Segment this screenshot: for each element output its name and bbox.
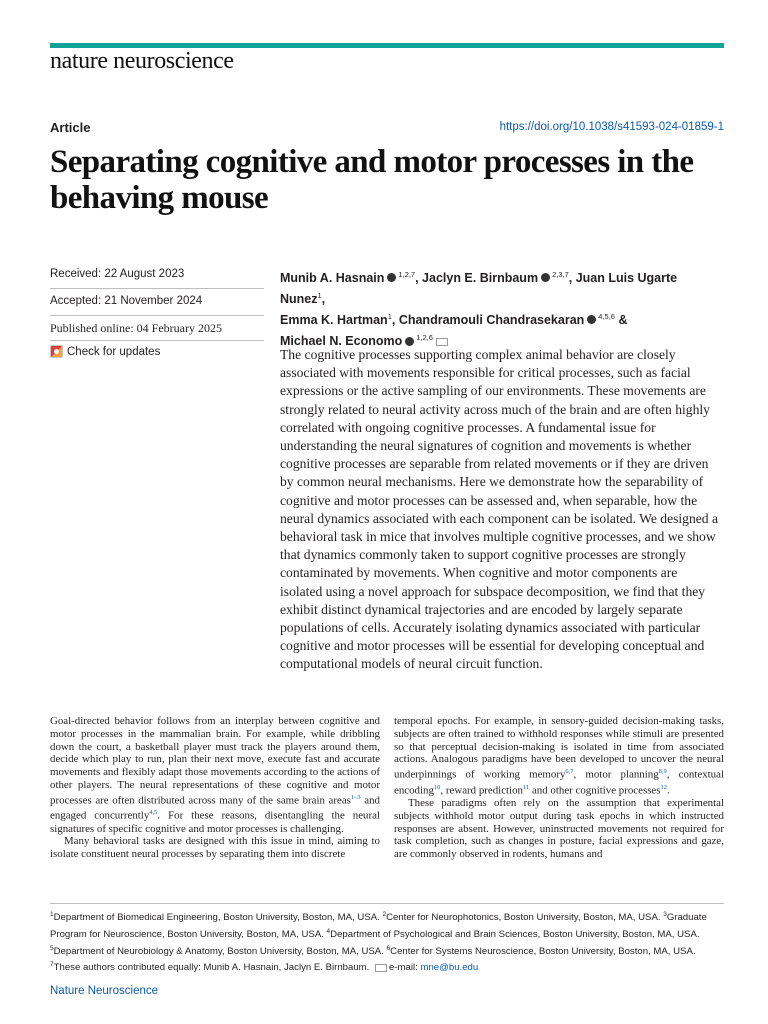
orcid-icon[interactable]	[541, 273, 550, 282]
citation-link[interactable]: 4,5	[149, 809, 158, 817]
author-separator: ,	[568, 271, 576, 286]
author-name[interactable]: Emma K. Hartman	[280, 313, 388, 328]
author-name[interactable]: Jaclyn E. Birnbaum	[422, 271, 539, 286]
author-separator: ,	[321, 292, 326, 307]
check-updates-button[interactable]	[50, 345, 160, 358]
citation-link[interactable]: 12	[660, 783, 668, 791]
doi-link[interactable]: https://doi.org/10.1038/s41593-024-01859-1	[499, 121, 724, 133]
orcid-icon[interactable]	[405, 337, 414, 346]
author-name[interactable]: Munib A. Hasnain	[280, 271, 385, 286]
author-name[interactable]: Chandramouli Chandrasekaran	[398, 313, 585, 328]
author-name[interactable]: Michael N. Economo	[280, 334, 403, 349]
citation-link[interactable]: 6,7	[565, 768, 574, 776]
citation-link[interactable]: 1–3	[350, 793, 361, 801]
published-date: Published online: 04 February 2025	[50, 321, 222, 335]
author-affiliation: 1,2,6	[416, 333, 433, 343]
author-separator: ,	[415, 271, 423, 286]
body-column-left	[50, 715, 380, 861]
body-paragraph: temporal epochs. For example, in sensory-guided decision-making tasks, subjects are often trained to withhold responses while stimuli are presented so that perceptual decision-making is isolated in time from associated actions. Analogous paradigms have been developed to uncover the neural underpinnings of working memory$^{6,7}$, motor planning$^{8,9}$, contextual encoding$^{10}$, reward prediction$^{11}$ and other cognitive processes$^{12}$.	[394, 715, 724, 797]
envelope-icon	[375, 964, 387, 972]
author-list	[280, 266, 720, 351]
body-paragraph: Goal-directed behavior follows from an interplay between cognitive and motor processes in the mammalian brain. For example, while dribbling down the court, a basketball player must track the players around them, decide which play to run, plan their next move, execute fast and accurate movements and flexibly adapt those movements according to the actions of other players. The neural representations of these cognitive and motor processes are often distributed across many of the same brain areas$^{1-3}$ and engaged concurrently$^{4,5}$. For these reasons, disentangling the neural signatures of specific cognitive and motor processes is challenging.	[50, 715, 380, 835]
body-paragraph: Many behavioral tasks are designed with this issue in mind, aiming to isolate constituent neural processes by separating them into discrete	[50, 835, 380, 861]
orcid-icon[interactable]	[387, 273, 396, 282]
footer-journal-name: Nature Neuroscience	[50, 985, 159, 997]
affiliations-footnotes: $^1$Department of Biomedical Engineering, Boston University, Boston, MA, USA. $^2$Center for Neurophotonics, Boston University, Boston, MA, USA. $^3$Graduate Program for Neuroscience, Boston University, Boston, MA, USA. $^4$Department of Psychological and Brain Sciences, Boston University, Boston, MA, USA. $^5$Department of Neurobiology & Anatomy, Boston University, Boston, MA, USA. $^6$Center for Systems Neuroscience, Boston University, Boston, MA, USA. $^7$These authors contributed equally: Munib A. Hasnain, Jaclyn E. Birnbaum. e-mail: mne@bu.edu	[50, 911, 707, 974]
accepted-date: Accepted: 21 November 2024	[50, 295, 203, 307]
article-type-label: Article	[50, 120, 91, 135]
received-date: Received: 22 August 2023	[50, 268, 185, 280]
article-title: Separating cognitive and motor processes in the behaving mouse	[50, 144, 694, 216]
abstract	[280, 346, 720, 674]
citation-link[interactable]: 8,9	[658, 768, 667, 776]
meta-divider	[50, 340, 264, 341]
meta-divider	[50, 315, 264, 316]
author-affiliation: 2,3,7	[552, 270, 569, 279]
author-affiliation: 1	[317, 291, 322, 301]
body-paragraph: These paradigms often rely on the assumption that experimental subjects withhold motor output during task epochs in which instructed responses are absent. However, uninstructed movements not required for task completion, such as changes in posture, facial expressions and gaze, are commonly observed in rodents, humans and	[394, 797, 724, 861]
citation-link[interactable]: 11	[522, 783, 530, 791]
body-column-right	[394, 715, 724, 861]
author-name[interactable]: Juan Luis Ugarte Nunez	[280, 271, 678, 307]
author-affiliation: 1	[387, 312, 392, 322]
envelope-icon[interactable]	[436, 338, 448, 346]
check-updates-label: Check for updates	[67, 345, 161, 358]
email-link[interactable]: mne@bu.edu	[420, 962, 479, 974]
abstract-text: The cognitive processes supporting complex animal behavior are closely associated with movements responsible for critical processes, such as facial expressions or the active sampling of our environments. These movements are strongly related to neural activity across much of the brain and are often highly correlated with ongoing cognitive processes. A fundamental issue for understanding the neural signatures of cognition and movements is whether cognitive processes are separable from related movements or if they are driven by common neural mechanisms. Here we demonstrate how the separability of cognitive and motor processes can be assessed and, when separable, how the neural dynamics associated with each component can be isolated. We designed a behavioral task in mice that involves multiple cognitive processes, and we show that dynamics commonly taken to support cognitive processes are strongly contaminated by movements. When cognitive and motor components are isolated using a novel approach for subspace decomposition, we find that they exhibit distinct dynamical trajectories and are encoded by largely separate populations of cells. Accurately isolating dynamics associated with particular cognitive and motor processes will be essential for developing conceptual and computational models of neural circuit function.	[280, 347, 719, 672]
author-separator: ,	[391, 313, 399, 328]
crossmark-icon	[50, 345, 63, 358]
orcid-icon[interactable]	[587, 315, 596, 324]
citation-link[interactable]: 10	[433, 783, 441, 791]
author-separator: &	[614, 313, 628, 328]
journal-name: nature neuroscience	[50, 48, 234, 74]
footnote-divider	[50, 903, 724, 904]
author-affiliation: 4,5,6	[598, 312, 615, 322]
meta-divider	[50, 288, 264, 289]
author-affiliation: 1,2,7	[398, 270, 416, 279]
